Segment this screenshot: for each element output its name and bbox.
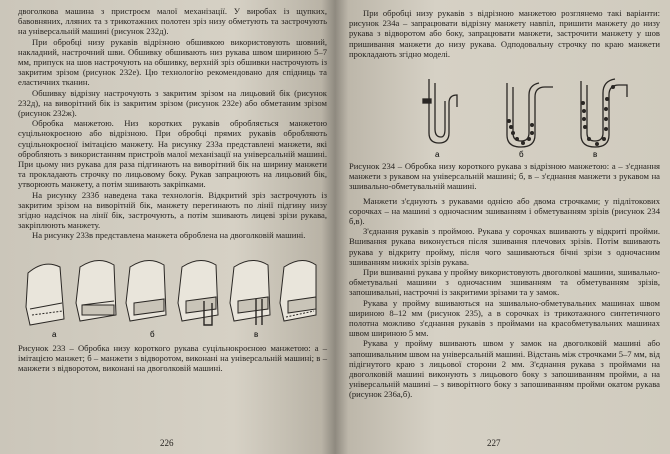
paragraph: При обробці низу рукавів з відрізною манжетою розглянемо такі варіанти: рисунок 234а – запрацювати відрізну манжету навпіл, пришити манжету до низу рукава з відворотом або боку, запрацювати манжети, застрочити манжету у шов пришивання манжети до низу рукава. Одподовальну строчку по краю манжети прокладають згідно моделі. (349, 8, 660, 59)
paragraph: Обшивку відрізну настрочують з закритим зрізом на лицьовий бік (рисунок 232д), на виворітний бік із закритим зрізом (рисунок 232е) або обметаним зрізом (рисунок 232ж). (18, 87, 327, 119)
figure-label: б (519, 150, 524, 160)
right-text-block (349, 196, 660, 400)
right-intro (349, 8, 660, 59)
left-text-block (18, 6, 327, 241)
page-number: 226 (160, 438, 174, 448)
figure-234-cuff-seams (349, 63, 659, 159)
paragraph: Рукава у пройму вшиваються на зшивально-обметувальних машинах швом шириною 8–12 мм (рисунок 235), а в сорочках із трикотажного синтетичного полотна можливо з'єднання рукавів з проймами на красобметувальних машинах швом шириною 5 мм. (349, 297, 660, 339)
figure-234-caption: Рисунок 234 – Обробка низу короткого рукава з відрізною манжетою: а – з'єднання манжети з рукавом на універсальній машині; б, в – з'єднання манжети з рукавом на зшивально-обметувальній машині. (349, 161, 660, 192)
paragraph: двоголкова машина з пристроєм малої механізації. У виробах із щупких, бавовняних, лляних та з трикотажних полотен зріз низу обметують та застрочують на універсальній машині (рисунок 232д). (18, 6, 327, 37)
paragraph: Обробка манжетою. Низ коротких рукавів обробляється манжетою суцільнокроєною або відрізною. При обробці прямих рукавів обробляють суцільнокроєної імітацією манжету. На рисунку 233а представлені манжети, які обробляють з використанням пристроїв малої механізації на універсальній машині. При цьому низ рукава для раза підгинають на виворітний бік на ширину манжети та прокладають строчку по лицьовому боку. Рукав запрацюють на лицьовий бік, утворюють манжету, а потім зшивають закріпками. (18, 118, 327, 190)
paragraph: На рисунку 233б наведена така технологія. Відкритий зріз застрочують із закритим зрізом на виворітній бік, манжету перегинають по лінії підгину низу згідно надсічок на лінії бік, застрочують, а потім зшивають лицеві зрізи рукава, закріплюють манжету. (18, 189, 327, 231)
figure-label: а (435, 150, 440, 160)
page-number: 227 (487, 438, 501, 448)
paragraph: На рисунку 233в представлена манжета оброблена на двоголковій машині. (32, 230, 306, 241)
figure-label: в (593, 150, 598, 160)
paragraph: Манжети з'єднують з рукавами однією або двома строчками; у підлітокових сорочках – на машині з одночасним зшиванням і обметуванням зрізів (рисунок 234 б,в). (349, 195, 660, 227)
figure-label: а (52, 329, 57, 339)
paragraph: Рукава у пройму вшивають швом у замок на двоголковій машині або запошивальним швом на універсальній машині. Відстань між строчками 5–7 мм, від підігнутого краю з лицьової сторони 2 мм. З'єднання рукава з проймами на двоголковій машині виконують з лицьового боку з запошиванням пройми, а на універсальній машині – з виворітного боку з запошиванням пройми окатом рукава (рисунок 236а,б). (349, 338, 660, 400)
figure-233-caption: Рисунок 233 – Обробка низу короткого рукава суцільнокроєною манжетою: а – імітацією манжет; б – манжети з відворотом, виконані на універсальній машині; в – манжети з відворотом, виконані на двоголковій машині. (18, 342, 327, 374)
right-page (335, 0, 670, 454)
figure-label: б (150, 329, 155, 339)
figure-233-sleeve-cuffs (18, 245, 318, 341)
paragraph: При обробці низу рукавів відрізною обшивкою використовують шовний, накладний, настрочний шви. Обшивку обшивають низ рукава швом шириною 5–7 мм, припуск на шов настрочують на обшивку, верхній зріз обшивки настрочують із закритим зрізом (рисунок 232е). Цю технологію рекомендовано для спідниць та еластичних тканин. (18, 36, 327, 88)
paragraph: З'єднання рукавів з проймою. Рукава у сорочках вшивають у відкриті пройми. Вшивання рукава виконується після зшивання плечових зрізів. Потім вшивають рукава у відкриту пройму, після чого зашиваються бічні зрізи з одночасним зшиванням нижніх зрізів рукава. (349, 226, 660, 267)
paragraph: При вшиванні рукава у пройму використовують двоголкові машини, зшивально-обметувальні машини з одночасним зшиванням та обметуванням зрізів, запошивальні, настрочні із закритими зрізами та у замок. (349, 267, 660, 298)
figure-label: в (254, 329, 259, 339)
